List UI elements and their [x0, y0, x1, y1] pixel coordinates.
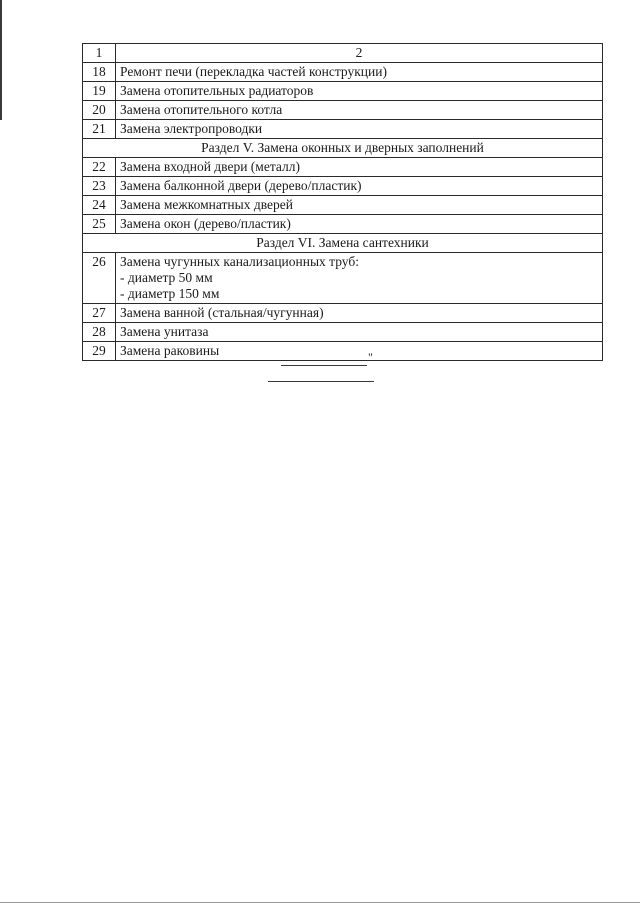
row-text: Замена отопительных радиаторов [116, 82, 603, 101]
table-row [83, 196, 603, 215]
closing-quote-mark: " [368, 350, 373, 364]
row-text: Замена входной двери (металл) [116, 158, 603, 177]
scan-edge-left [0, 0, 2, 120]
row-number: 23 [83, 177, 116, 196]
row-text: Замена балконной двери (дерево/пластик) [116, 177, 603, 196]
table-row [83, 215, 603, 234]
row-number: 24 [83, 196, 116, 215]
header-col-description: 2 [116, 44, 603, 63]
table-row [83, 342, 603, 361]
end-divider-line [268, 381, 374, 382]
table-header-row [83, 44, 603, 63]
row-number: 28 [83, 323, 116, 342]
header-col-number: 1 [83, 44, 116, 63]
row-subitem: - диаметр 50 мм [120, 270, 213, 285]
section-heading-5: Раздел V. Замена оконных и дверных заполнений [83, 139, 603, 158]
row-number: 27 [83, 304, 116, 323]
row-text: Замена унитаза [116, 323, 603, 342]
row-text: Замена ванной (стальная/чугунная) [116, 304, 603, 323]
end-divider-line [281, 365, 367, 366]
table-row [83, 177, 603, 196]
row-text: Замена электропроводки [116, 120, 603, 139]
row-text: Замена раковины [116, 342, 603, 361]
row-text: Замена чугунных канализационных труб: [120, 254, 359, 269]
table-row [83, 120, 603, 139]
row-number: 26 [83, 253, 116, 304]
row-number: 22 [83, 158, 116, 177]
table-row [83, 63, 603, 82]
row-text: Замена межкомнатных дверей [116, 196, 603, 215]
table-row [83, 253, 603, 304]
table-row [83, 158, 603, 177]
section-heading-6: Раздел VI. Замена сантехники [83, 234, 603, 253]
row-text: Замена окон (дерево/пластик) [116, 215, 603, 234]
row-text: Ремонт печи (перекладка частей конструкции) [116, 63, 603, 82]
works-table [82, 43, 603, 361]
row-number: 18 [83, 63, 116, 82]
scan-edge-bottom [0, 902, 640, 903]
row-number: 20 [83, 101, 116, 120]
section-heading-row [83, 139, 603, 158]
row-text-multiline [116, 253, 603, 304]
section-heading-row [83, 234, 603, 253]
row-subitem: - диаметр 150 мм [120, 286, 220, 301]
table-row [83, 101, 603, 120]
table-row [83, 323, 603, 342]
table-row [83, 304, 603, 323]
row-number: 29 [83, 342, 116, 361]
row-text: Замена отопительного котла [116, 101, 603, 120]
row-number: 25 [83, 215, 116, 234]
row-number: 19 [83, 82, 116, 101]
row-number: 21 [83, 120, 116, 139]
table-row [83, 82, 603, 101]
